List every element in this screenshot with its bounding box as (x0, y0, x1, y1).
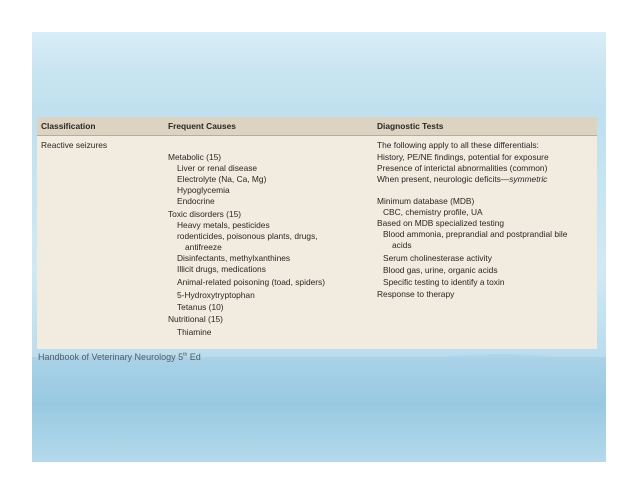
cause-item: Illicit drugs, medications (177, 264, 266, 274)
test-item: Minimum database (MDB) (377, 196, 475, 206)
cause-item: Thiamine (177, 327, 212, 337)
test-item-emphasis: symmetric (509, 174, 548, 184)
cause-item: Metabolic (15) (168, 152, 222, 162)
cause-item: Toxic disorders (15) (168, 209, 242, 219)
slide-bottom-band (32, 357, 606, 462)
test-item: Specific testing to identify a toxin (383, 277, 505, 287)
classification-cell: Reactive seizures (41, 140, 108, 150)
cause-item: Animal-related poisoning (toad, spiders) (177, 277, 326, 287)
cause-item: Tetanus (10) (177, 302, 224, 312)
test-item: The following apply to all these differentials: (377, 140, 539, 150)
cause-item: Hypoglycemia (177, 185, 230, 195)
cause-item: Heavy metals, pesticides (177, 220, 270, 230)
test-item: History, PE/NE findings, potential for exposure (377, 152, 549, 162)
test-item: CBC, chemistry profile, UA (383, 207, 483, 217)
header-classification: Classification (41, 121, 96, 131)
seizure-classification-table (37, 117, 597, 349)
source-text: Handbook of Veterinary Neurology 5 (38, 352, 184, 362)
cause-item: Nutritional (15) (168, 314, 223, 324)
source-superscript: th (183, 352, 188, 358)
test-item (377, 174, 547, 184)
table-header-row (37, 117, 597, 136)
test-item: Serum cholinesterase activity (383, 253, 492, 263)
source-suffix: Ed (187, 352, 201, 362)
cause-item: Liver or renal disease (177, 163, 258, 173)
test-item: Blood ammonia, preprandial and postprandial bile (383, 229, 568, 239)
cause-item: rodenticides, poisonous plants, drugs, (177, 231, 318, 241)
test-item-text: When present, neurologic deficits— (377, 174, 510, 184)
cause-item: antifreeze (185, 242, 222, 252)
cause-item: Electrolyte (Na, Ca, Mg) (177, 174, 267, 184)
test-item: Based on MDB specialized testing (377, 218, 505, 228)
cause-item: 5-Hydroxytryptophan (177, 290, 255, 300)
test-item: Blood gas, urine, organic acids (383, 265, 498, 275)
test-item: Response to therapy (377, 289, 455, 299)
cause-item: Endocrine (177, 196, 215, 206)
source-citation (38, 352, 201, 362)
test-item: Presence of interictal abnormalities (common) (377, 163, 548, 173)
cause-item: Disinfectants, methylxanthines (177, 253, 291, 263)
header-diagnostic-tests: Diagnostic Tests (377, 121, 444, 131)
test-item: acids (392, 240, 412, 250)
header-frequent-causes: Frequent Causes (168, 121, 236, 131)
